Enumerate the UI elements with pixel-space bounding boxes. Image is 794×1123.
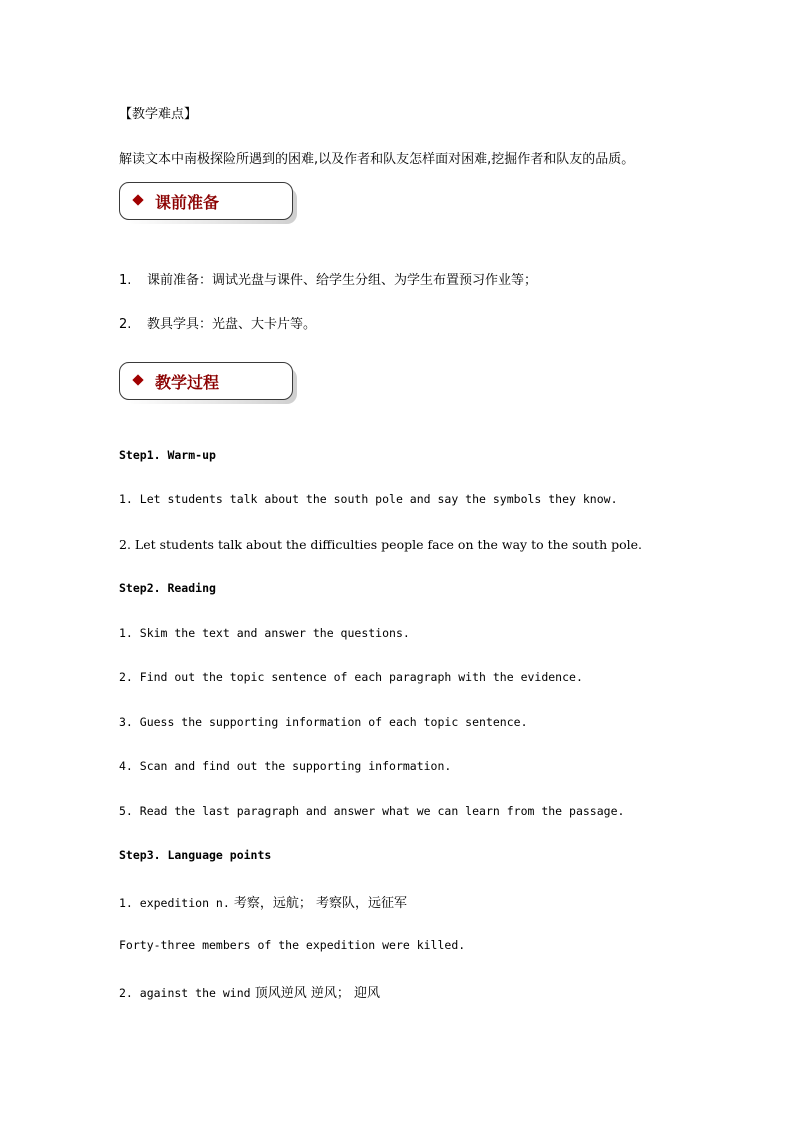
- difficulty-text: 解读文本中南极探险所遇到的困难,以及作者和队友怎样面对困难,挖掘作者和队友的品质。: [119, 152, 635, 167]
- section-header-process: [119, 362, 305, 401]
- prep-item-1: [119, 269, 537, 288]
- section-title-prep: 课前准备: [155, 193, 220, 212]
- prep-item-2-text: 教具学具：光盘、大卡片等。: [147, 317, 317, 332]
- prep-item-2: [119, 313, 316, 332]
- step2-heading: Step2. Reading: [119, 581, 216, 595]
- step2-item-1: 1. Skim the text and answer the questions.: [119, 626, 410, 640]
- step1-item-1: 1. Let students talk about the south pole and say the symbols they know.: [119, 492, 618, 506]
- prep-item-1-number: 1.: [119, 273, 132, 288]
- language-point-2: [119, 982, 380, 1001]
- prep-item-1-text: 课前准备：调试光盘与课件、给学生分组、为学生布置预习作业等；: [147, 273, 538, 288]
- language-point-1-example: Forty-three members of the expedition were killed.: [119, 938, 466, 952]
- language-point-1-term: 1. expedition n.: [119, 896, 230, 910]
- section-title-process: 教学过程: [155, 373, 220, 392]
- step2-item-5: 5. Read the last paragraph and answer what we can learn from the passage.: [119, 804, 625, 818]
- language-point-2-meaning: 顶风逆风 逆风； 迎风: [250, 986, 380, 1001]
- language-point-1-meaning: 考察，远航； 考察队，远征军: [229, 896, 408, 911]
- difficulty-heading: 【教学难点】: [119, 107, 198, 122]
- step2-item-4: 4. Scan and find out the supporting information.: [119, 759, 452, 773]
- step2-item-2: 2. Find out the topic sentence of each paragraph with the evidence.: [119, 670, 583, 684]
- language-point-2-term: 2. against the wind: [119, 986, 251, 1000]
- language-point-1: [119, 892, 407, 911]
- step2-item-3: 3. Guess the supporting information of each topic sentence.: [119, 715, 528, 729]
- prep-item-2-number: 2.: [119, 317, 132, 332]
- step3-heading: Step3. Language points: [119, 848, 272, 862]
- step1-item-2: 2. Let students talk about the difficulties people face on the way to the south pole.: [119, 537, 642, 552]
- section-header-prep: [119, 182, 305, 221]
- step1-heading: Step1. Warm-up: [119, 448, 216, 462]
